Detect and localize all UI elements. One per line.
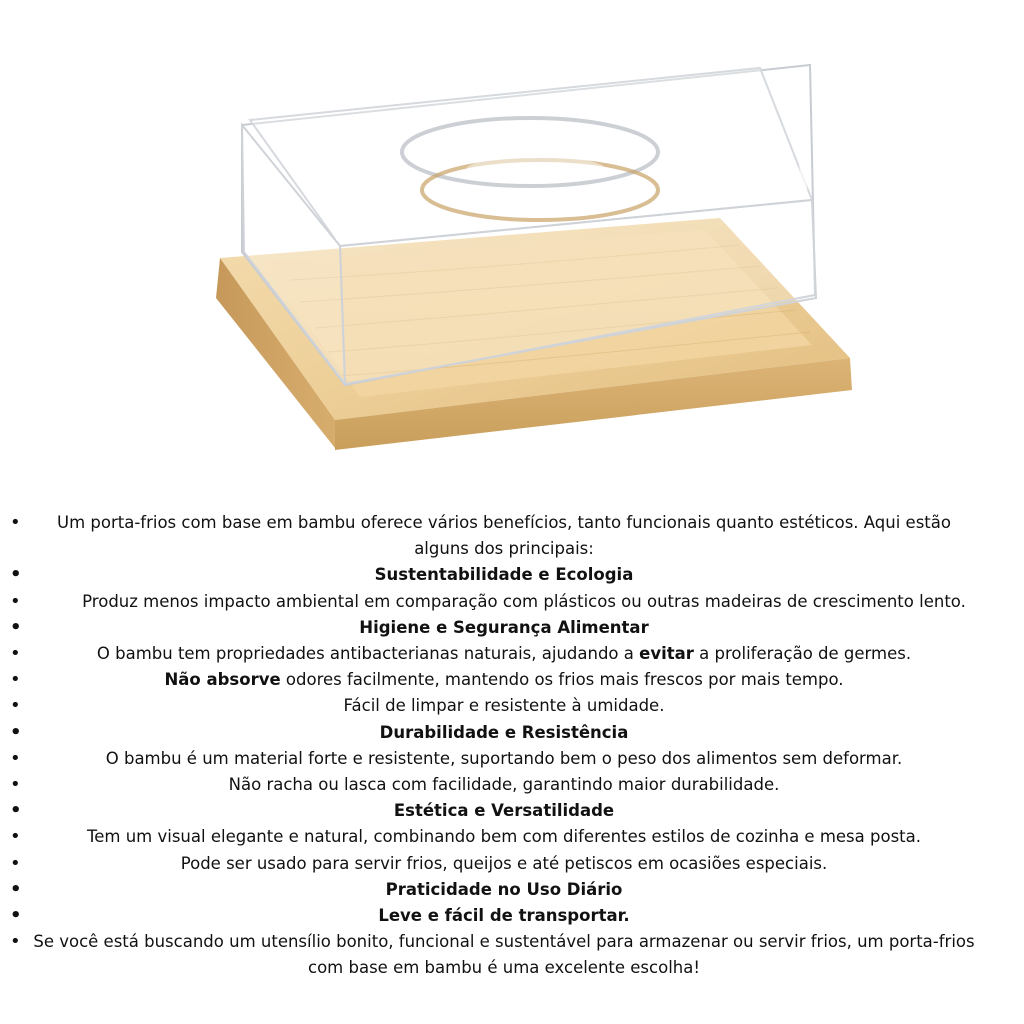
list-item: • Produz menos impacto ambiental em comparação com plásticos ou outras madeiras de crescimento lento. [0,589,1024,615]
benefits-list [0,510,1024,982]
list-heading-higiene: • Higiene e Segurança Alimentar [0,615,1024,641]
list-heading-estetica: • Estética e Versatilidade [0,798,1024,824]
product-image [200,40,860,490]
list-item: • Não racha ou lasca com facilidade, garantindo maior durabilidade. [0,772,1024,798]
list-item: • Tem um visual elegante e natural, combinando bem com diferentes estilos de cozinha e mesa posta. [0,824,1024,850]
list-item: • O bambu tem propriedades antibacterianas naturais, ajudando a evitar a proliferação de germes. [0,641,1024,667]
list-item: • Fácil de limpar e resistente à umidade. [0,693,1024,719]
list-heading-praticidade: • Praticidade no Uso Diário [0,877,1024,903]
list-item: • O bambu é um material forte e resistente, suportando bem o peso dos alimentos sem deformar. [0,746,1024,772]
list-item-conclusion: • Se você está buscando um utensílio bonito, funcional e sustentável para armazenar ou servir frios, um porta-frios com base em bambu é uma excelente escolha! [0,929,1024,981]
list-heading-leve: • Leve e fácil de transportar. [0,903,1024,929]
list-item: • Pode ser usado para servir frios, queijos e até petiscos em ocasiões especiais. [0,851,1024,877]
list-heading-sustentabilidade: • Sustentabilidade e Ecologia [0,562,1024,588]
list-heading-durabilidade: • Durabilidade e Resistência [0,720,1024,746]
list-item-intro: • Um porta-frios com base em bambu oferece vários benefícios, tanto funcionais quanto estéticos. Aqui estão alguns dos principais: [0,510,1024,562]
list-item: • Não absorve odores facilmente, mantendo os frios mais frescos por mais tempo. [0,667,1024,693]
